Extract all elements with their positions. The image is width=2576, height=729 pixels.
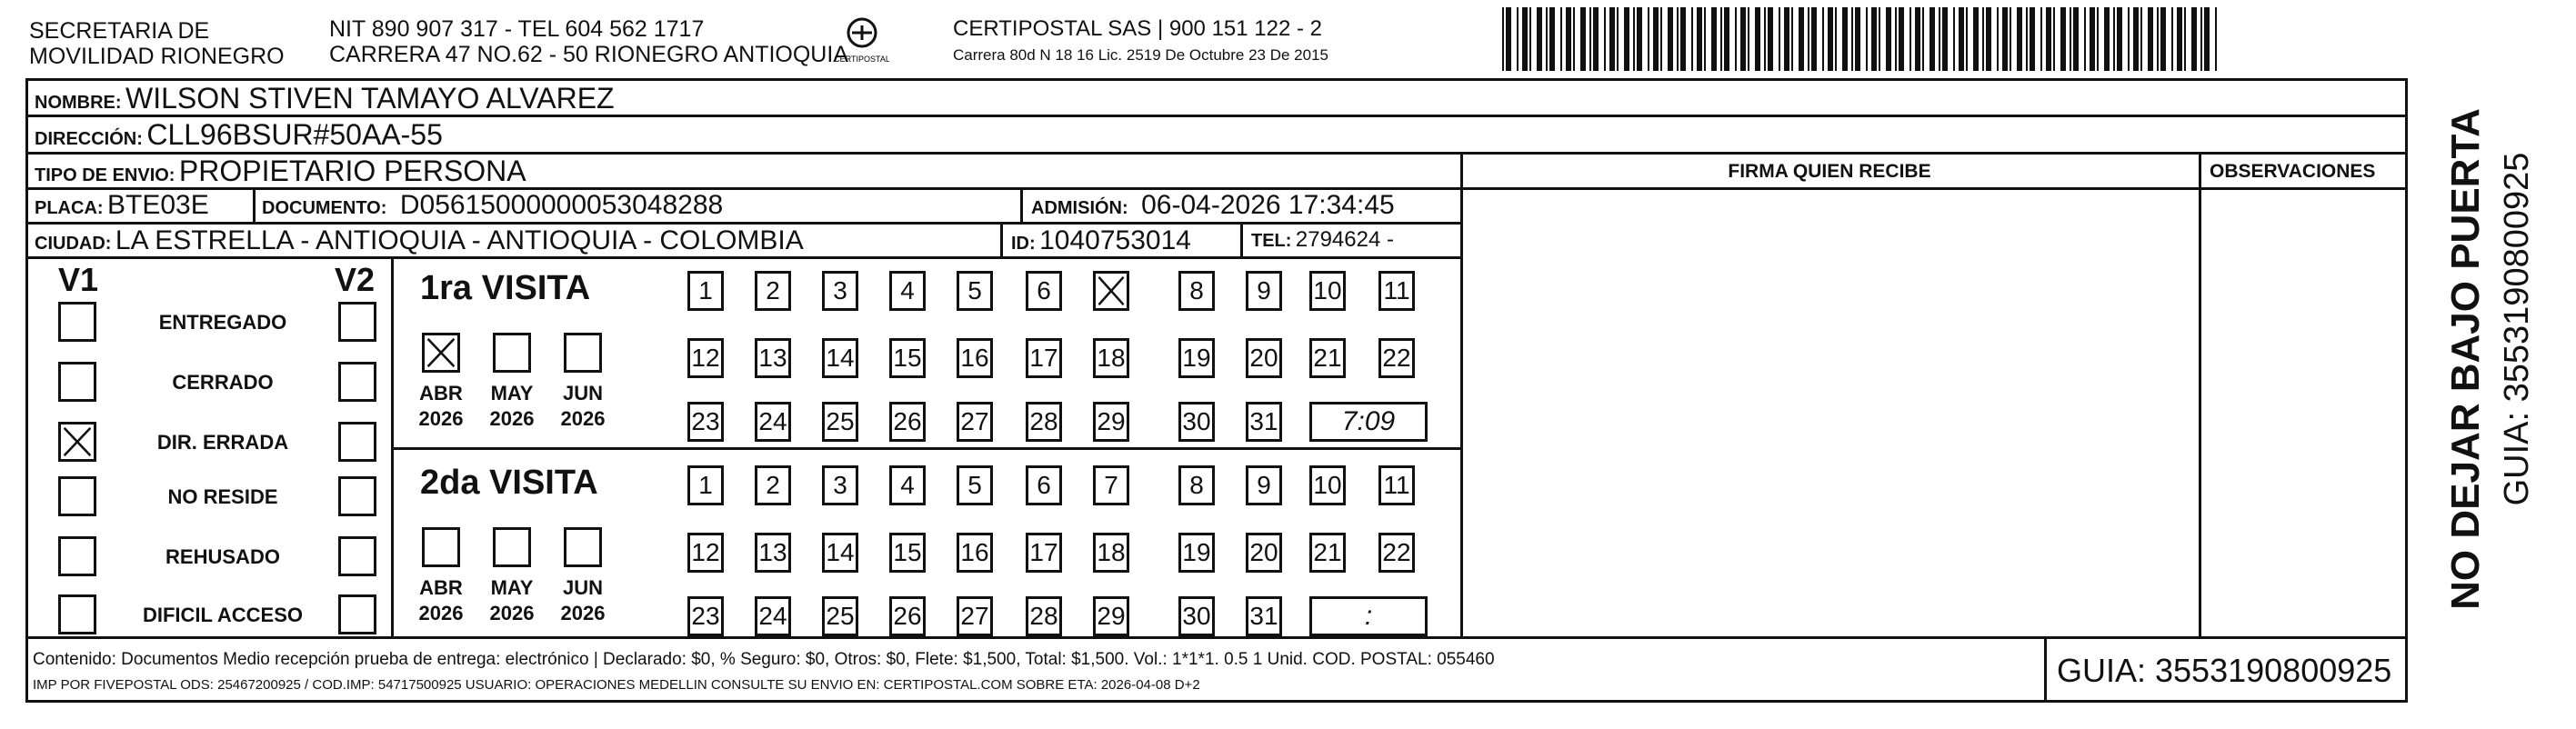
barcode-bar: [2046, 7, 2051, 71]
tipo-value: PROPIETARIO PERSONA: [178, 155, 526, 187]
barcode-bar: [2177, 7, 2182, 71]
no-dejar-bajo-puerta: NO DEJAR BAJO PUERTA: [2443, 108, 2488, 610]
barcode-bar: [1680, 7, 1686, 71]
barcode-bar: [1660, 7, 1662, 71]
day-box[interactable]: 3: [822, 271, 858, 311]
month-label: ABR: [419, 576, 463, 599]
barcode-bar: [2010, 7, 2011, 71]
day-box[interactable]: 1: [687, 271, 724, 311]
barcode-bar: [1811, 7, 1817, 71]
day-box[interactable]: 5: [957, 271, 993, 311]
barcode-bar: [1953, 7, 1955, 71]
barcode-bar: [1711, 7, 1717, 71]
day-box[interactable]: 17: [1026, 533, 1062, 573]
month-label: JUN: [562, 382, 603, 404]
placa-divider: [253, 187, 256, 224]
frame-right: [2405, 78, 2408, 703]
day-box[interactable]: 27: [957, 402, 993, 442]
day-box[interactable]: 23: [687, 596, 724, 636]
day-box[interactable]: 11: [1378, 271, 1415, 311]
v2-checkbox[interactable]: [338, 476, 376, 516]
barcode-bar: [1973, 7, 1979, 71]
v1-checkbox[interactable]: [58, 476, 96, 516]
barcode-bar: [1808, 7, 1809, 71]
barcode-bar: [1506, 7, 1511, 71]
barcode-bar: [1546, 7, 1548, 71]
barcode-bar: [1768, 7, 1773, 71]
v1-checkbox[interactable]: [58, 362, 96, 402]
status-label: DIFICIL ACCESO: [142, 604, 303, 626]
day-box[interactable]: 23: [687, 402, 724, 442]
day-box[interactable]: 25: [822, 402, 858, 442]
day-box[interactable]: 1: [687, 465, 724, 505]
day-box[interactable]: 19: [1178, 338, 1215, 378]
day-box[interactable]: 4: [889, 465, 926, 505]
barcode-bar: [2215, 7, 2217, 71]
barcode-bar: [1624, 7, 1629, 71]
barcode-bar: [1942, 7, 1948, 71]
visit-2-title: 2da VISITA: [420, 464, 598, 502]
day-box[interactable]: 21: [1309, 338, 1346, 378]
status-label: NO RESIDE: [167, 485, 278, 508]
day-box[interactable]: 13: [755, 338, 791, 378]
month-year: 2026: [560, 407, 606, 430]
day-box[interactable]: 4: [889, 271, 926, 311]
svg-text:CERTIPOSTAL: CERTIPOSTAL: [835, 55, 889, 64]
barcode-bar: [1720, 7, 1722, 71]
row-line-4: [25, 222, 1462, 225]
day-box[interactable]: 15: [889, 533, 926, 573]
barcode-bar: [2053, 7, 2055, 71]
direccion-label: DIRECCIÓN:: [35, 129, 143, 149]
barcode-bar: [1517, 7, 1519, 71]
admision-label: ADMISIÓN:: [1031, 198, 1128, 218]
barcode-bar: [1899, 7, 1904, 71]
status-label: ENTREGADO: [158, 311, 287, 334]
day-box[interactable]: 12: [687, 338, 724, 378]
barcode-bar: [2040, 7, 2042, 71]
month-checkbox[interactable]: [493, 333, 531, 373]
certipostal-logo: [835, 15, 889, 67]
barcode-bar: [1697, 7, 1702, 71]
v2-checkbox[interactable]: [338, 536, 376, 576]
day-box[interactable]: 30: [1178, 402, 1215, 442]
barcode-bar: [1648, 7, 1649, 71]
barcode-bar: [1966, 7, 1968, 71]
barcode-bar: [2128, 7, 2130, 71]
day-box[interactable]: 18: [1093, 338, 1129, 378]
time-box[interactable]: 7:09: [1309, 402, 1428, 442]
month-checkbox[interactable]: [564, 333, 602, 373]
day-box[interactable]: 12: [687, 533, 724, 573]
day-box[interactable]: 29: [1093, 402, 1129, 442]
day-box[interactable]: 16: [957, 533, 993, 573]
barcode-bar: [1866, 7, 1868, 71]
day-box[interactable]: 27: [957, 596, 993, 636]
tel-divider: [1240, 222, 1243, 258]
barcode-bar: [1609, 7, 1615, 71]
v2-checkbox[interactable]: [338, 302, 376, 342]
barcode-bar: [1886, 7, 1891, 71]
barcode-bar: [2026, 7, 2028, 71]
admision-value: 06-04-2026 17:34:45: [1141, 190, 1395, 220]
courier-name: CERTIPOSTAL SAS | 900 151 122 - 2: [953, 16, 1322, 41]
barcode-bar: [1529, 7, 1531, 71]
barcode-bar: [1604, 7, 1606, 71]
courier-license: Carrera 80d N 18 16 Lic. 2519 De Octubre 23 De 2015: [953, 46, 1328, 64]
barcode-bar: [2002, 7, 2008, 71]
month-label: ABR: [419, 382, 463, 404]
day-box[interactable]: 3: [822, 465, 858, 505]
barcode-bar: [1740, 7, 1746, 71]
barcode-bar: [1915, 7, 1920, 71]
visit-1-title: 1ra VISITA: [420, 269, 591, 307]
barcode-bar: [2184, 7, 2186, 71]
firma-divider: [1460, 152, 1463, 639]
day-box[interactable]: 8: [1178, 465, 1215, 505]
barcode: [1502, 7, 2220, 71]
barcode-bar: [1677, 7, 1679, 71]
barcode-bar: [1959, 7, 1964, 71]
barcode-bar: [2157, 7, 2159, 71]
barcode-bar: [2084, 7, 2086, 71]
day-box[interactable]: 26: [889, 402, 926, 442]
barcode-bar: [1986, 7, 1991, 71]
day-box[interactable]: 10: [1309, 465, 1346, 505]
barcode-bar: [2070, 7, 2071, 71]
day-box[interactable]: 11: [1378, 465, 1415, 505]
id-divider: [1000, 222, 1003, 258]
frame-bottom: [25, 700, 2408, 703]
address-line: CARRERA 47 NO.62 - 50 RIONEGRO ANTIOQUIA: [329, 42, 848, 67]
barcode-bar: [1764, 7, 1766, 71]
month-checkbox[interactable]: [493, 527, 531, 567]
admision-divider: [1020, 187, 1023, 224]
day-box[interactable]: 28: [1026, 596, 1062, 636]
v2-checkbox[interactable]: [338, 422, 376, 462]
barcode-bar: [2097, 7, 2099, 71]
day-box[interactable]: 14: [822, 338, 858, 378]
footer-contents-line: Contenido: Documentos Medio recepción prueba de entrega: electrónico | Declarado: $0, % Seguro: $0, Otros: $0, Flete: $1,500, Total: $1,500. Vol.: 1*1*1. 0.5 1 Unid. COD. POSTAL: 055460: [33, 650, 1495, 669]
barcode-bar: [2133, 7, 2139, 71]
footer-print-line: IMP POR FIVEPOSTAL ODS: 25467200925 / COD.IMP: 54717500925 USUARIO: OPERACIONES MEDELLIN CONSULTE SU ENVIO EN: CERTIPOSTAL.COM SOBRE ETA: 2026-04-08 D+2: [33, 677, 1200, 693]
barcode-bar: [1855, 7, 1860, 71]
day-box[interactable]: 6: [1026, 271, 1062, 311]
tipo-field: [35, 156, 526, 185]
day-box[interactable]: 6: [1026, 465, 1062, 505]
ciudad-value: LA ESTRELLA - ANTIOQUIA - ANTIOQUIA - COLOMBIA: [115, 225, 804, 255]
time-box[interactable]: :: [1309, 596, 1428, 636]
frame-left: [25, 78, 28, 703]
barcode-bar: [1835, 7, 1837, 71]
day-box[interactable]: 5: [957, 465, 993, 505]
barcode-bar: [1755, 7, 1760, 71]
day-box[interactable]: 22: [1378, 533, 1415, 573]
observaciones-header: OBSERVACIONES: [2210, 161, 2376, 182]
day-box[interactable]: 18: [1093, 533, 1129, 573]
tel-field: [1251, 229, 1394, 251]
barcode-bar: [1704, 7, 1706, 71]
barcode-bar: [1537, 7, 1542, 71]
row-line-footer: [25, 636, 2408, 639]
barcode-bar: [1939, 7, 1940, 71]
day-box[interactable]: 16: [957, 338, 993, 378]
org-name-line1: SECRETARIA DE: [29, 18, 210, 44]
placa-field: [35, 192, 209, 219]
admision-field: [1031, 192, 1395, 219]
day-box[interactable]: 25: [822, 596, 858, 636]
barcode-bar: [2060, 7, 2066, 71]
nit-line: NIT 890 907 317 - TEL 604 562 1717: [329, 16, 705, 42]
barcode-bar: [1566, 7, 1571, 71]
documento-value: D05615000000053048288: [399, 190, 724, 220]
barcode-bar: [1549, 7, 1555, 71]
barcode-bar: [1589, 7, 1591, 71]
barcode-bar: [2160, 7, 2166, 71]
day-box[interactable]: 30: [1178, 596, 1215, 636]
v2-checkbox[interactable]: [338, 362, 376, 402]
day-box[interactable]: 9: [1246, 271, 1282, 311]
day-box[interactable]: 22: [1378, 338, 1415, 378]
side-guia-number: GUIA: 3553190800925: [2498, 152, 2536, 506]
day-box[interactable]: 7: [1093, 465, 1129, 505]
v1-header: V1: [58, 261, 99, 298]
day-box[interactable]: 14: [822, 533, 858, 573]
placa-label: PLACA:: [35, 198, 104, 218]
barcode-bar: [1617, 7, 1619, 71]
day-box[interactable]: 24: [755, 596, 791, 636]
barcode-bar: [1691, 7, 1693, 71]
barcode-bar: [2148, 7, 2153, 71]
day-box[interactable]: 24: [755, 402, 791, 442]
v1-checkbox[interactable]: [58, 422, 96, 462]
month-label: JUN: [562, 576, 603, 599]
ciudad-label: CIUDAD:: [35, 234, 112, 254]
day-box[interactable]: 31: [1246, 596, 1282, 636]
month-year: 2026: [418, 407, 464, 430]
month-year: 2026: [560, 602, 606, 624]
barcode-bar: [1997, 7, 1999, 71]
barcode-bar: [2171, 7, 2173, 71]
barcode-bar: [2017, 7, 2022, 71]
barcode-bar: [1784, 7, 1789, 71]
barcode-bar: [2104, 7, 2110, 71]
check-mark-icon: [425, 335, 457, 370]
barcode-bar: [1633, 7, 1635, 71]
frame-top: [25, 78, 2408, 81]
day-box[interactable]: 2: [755, 271, 791, 311]
check-mark-icon: [61, 424, 94, 459]
day-box[interactable]: 15: [889, 338, 926, 378]
day-box[interactable]: 20: [1246, 338, 1282, 378]
barcode-bar: [1879, 7, 1880, 71]
day-box[interactable]: 10: [1309, 271, 1346, 311]
v1-checkbox[interactable]: [58, 594, 96, 634]
id-label: ID:: [1011, 234, 1036, 254]
day-box[interactable]: 20: [1246, 533, 1282, 573]
obs-divider: [2199, 152, 2201, 639]
barcode-bar: [1895, 7, 1897, 71]
barcode-bar: [1560, 7, 1562, 71]
barcode-bar: [1653, 7, 1659, 71]
day-box[interactable]: 21: [1309, 533, 1346, 573]
day-box[interactable]: 29: [1093, 596, 1129, 636]
check-mark-icon: [1096, 274, 1127, 308]
status-label: CERRADO: [172, 371, 274, 394]
barcode-bar: [1842, 7, 1848, 71]
barcode-bar: [1580, 7, 1586, 71]
month-year: 2026: [489, 602, 535, 624]
day-box[interactable]: 8: [1178, 271, 1215, 311]
barcode-bar: [2090, 7, 2095, 71]
v2-checkbox[interactable]: [338, 594, 376, 634]
barcode-bar: [2200, 7, 2202, 71]
barcode-bar: [2030, 7, 2035, 71]
month-year: 2026: [418, 602, 464, 624]
barcode-bar: [1791, 7, 1793, 71]
nombre-value: WILSON STIVEN TAMAYO ALVAREZ: [125, 82, 615, 115]
firma-header: FIRMA QUIEN RECIBE: [1728, 161, 1931, 182]
placa-value: BTE03E: [107, 190, 209, 220]
day-box[interactable]: 26: [889, 596, 926, 636]
barcode-bar: [2117, 7, 2122, 71]
barcode-bar: [1735, 7, 1737, 71]
documento-field: [262, 192, 723, 219]
direccion-field: [35, 120, 443, 149]
month-label: MAY: [490, 382, 534, 404]
day-box[interactable]: 17: [1026, 338, 1062, 378]
v2-header: V2: [335, 261, 376, 298]
status-label: REHUSADO: [165, 545, 280, 568]
org-name-line2: MOVILIDAD RIONEGRO: [29, 44, 285, 69]
barcode-bar: [1851, 7, 1853, 71]
barcode-bar: [1573, 7, 1575, 71]
month-year: 2026: [489, 407, 535, 430]
row-line-6: [391, 447, 1462, 450]
barcode-bar: [2073, 7, 2079, 71]
v1-checkbox[interactable]: [58, 536, 96, 576]
barcode-bar: [2113, 7, 2115, 71]
row-line-1: [25, 115, 2408, 117]
id-field: [1011, 227, 1191, 255]
barcode-bar: [2191, 7, 2197, 71]
day-box[interactable]: 9: [1246, 465, 1282, 505]
day-box[interactable]: 28: [1026, 402, 1062, 442]
barcode-bar: [2140, 7, 2142, 71]
day-box[interactable]: 13: [755, 533, 791, 573]
barcode-bar: [1799, 7, 1804, 71]
barcode-bar: [2204, 7, 2210, 71]
day-box[interactable]: 31: [1246, 402, 1282, 442]
row-line-5: [25, 256, 1462, 259]
barcode-bar: [1909, 7, 1911, 71]
day-box[interactable]: 2: [755, 465, 791, 505]
id-value: 1040753014: [1039, 225, 1191, 255]
month-checkbox[interactable]: [422, 527, 460, 567]
barcode-bar: [1871, 7, 1877, 71]
barcode-bar: [1982, 7, 1984, 71]
barcode-bar: [1502, 7, 1504, 71]
footer-guia-box: GUIA: 3553190800925: [2057, 652, 2392, 689]
ciudad-field: [35, 227, 804, 255]
barcode-bar: [1779, 7, 1780, 71]
barcode-bar: [1748, 7, 1749, 71]
documento-label: DOCUMENTO:: [262, 198, 387, 218]
day-box[interactable]: [1093, 271, 1129, 311]
nombre-label: NOMBRE:: [35, 93, 122, 113]
guia-box-divider: [2044, 636, 2047, 702]
month-label: MAY: [490, 576, 534, 599]
barcode-bar: [1637, 7, 1642, 71]
barcode-bar: [1929, 7, 1935, 71]
visit-divider: [391, 256, 394, 638]
month-checkbox[interactable]: [422, 333, 460, 373]
status-label: DIR. ERRADA: [156, 431, 289, 454]
barcode-bar: [1922, 7, 1924, 71]
tel-label: TEL:: [1251, 231, 1292, 251]
barcode-bar: [1828, 7, 1833, 71]
tipo-label: TIPO DE ENVIO:: [35, 165, 175, 185]
month-checkbox[interactable]: [564, 527, 602, 567]
barcode-bar: [1668, 7, 1673, 71]
nombre-field: [35, 84, 615, 113]
direccion-value: CLL96BSUR#50AA-55: [146, 118, 443, 151]
barcode-bar: [1724, 7, 1729, 71]
tel-value: 2794624 -: [1295, 227, 1394, 252]
barcode-bar: [1522, 7, 1528, 71]
barcode-bar: [1822, 7, 1824, 71]
barcode-bar: [1593, 7, 1599, 71]
day-box[interactable]: 19: [1178, 533, 1215, 573]
v1-checkbox[interactable]: [58, 302, 96, 342]
